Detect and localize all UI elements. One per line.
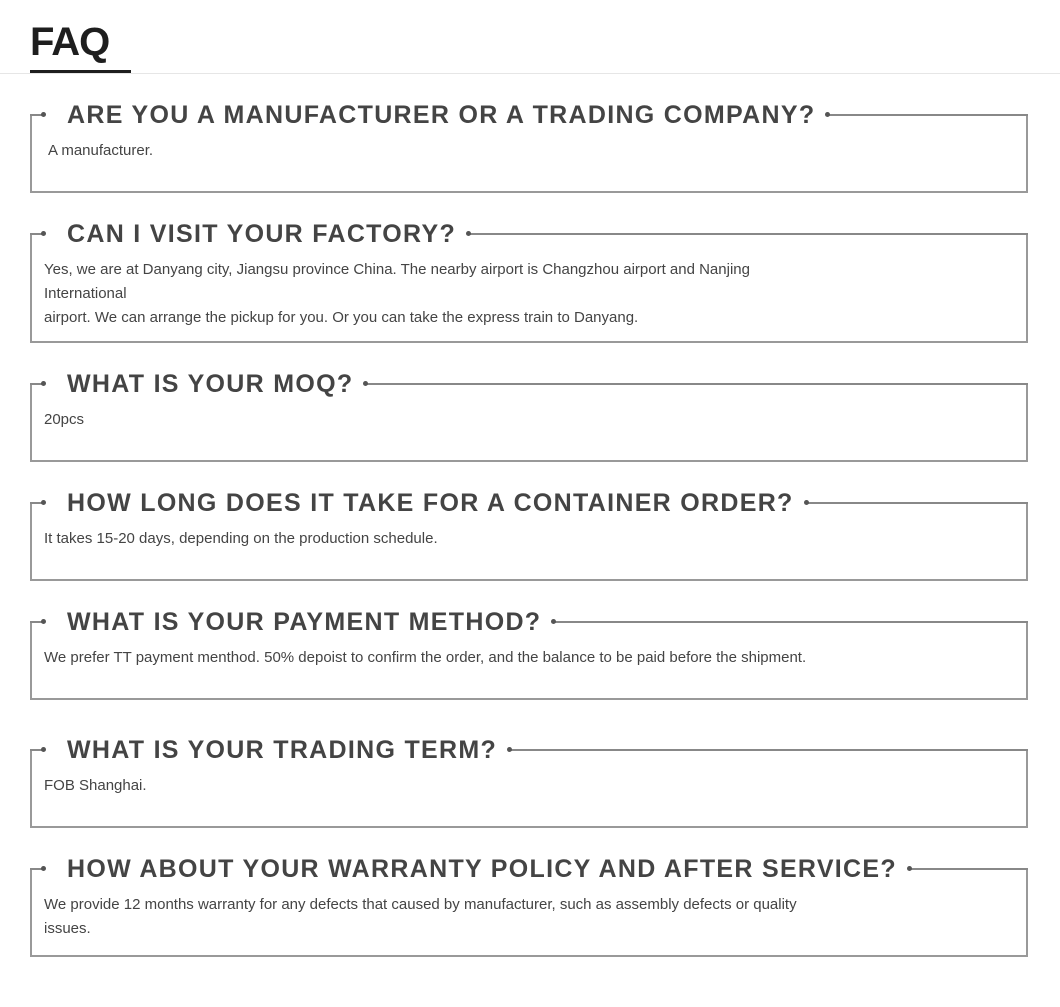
faq-answer: Yes, we are at Danyang city, Jiangsu province China. The nearby airport is Changzhou airport and Nanjing International airport. We can arrange the pickup for you. Or you can take the express train to Danyang. (44, 261, 750, 326)
bullet-dot-icon (30, 233, 44, 235)
faq-question: WHAT IS YOUR PAYMENT METHOD? (67, 607, 542, 636)
faq-answer: We provide 12 months warranty for any defects that caused by manufacturer, such as assembly defects or quality issues. (44, 896, 797, 937)
faq-item-header (30, 489, 1028, 517)
faq-item-header (30, 855, 1028, 883)
divider (806, 502, 1028, 504)
bullet-dot-icon (363, 381, 368, 386)
title-underline (30, 70, 131, 73)
bullet-dot-icon (466, 231, 471, 236)
faq-item (30, 369, 1028, 462)
divider (509, 749, 1028, 751)
faq-item-header (30, 370, 1028, 398)
faq-item (30, 219, 1028, 343)
bullet-dot-icon (30, 868, 44, 870)
page-title: FAQ (30, 20, 110, 64)
faq-header (0, 0, 1060, 74)
bullet-dot-icon (30, 114, 44, 116)
faq-answer: FOB Shanghai. (44, 777, 147, 794)
faq-item (30, 100, 1028, 193)
faq-question: CAN I VISIT YOUR FACTORY? (67, 219, 457, 248)
divider (468, 233, 1028, 235)
bullet-dot-icon (30, 749, 44, 751)
divider (365, 383, 1028, 385)
bullet-dot-icon (804, 500, 809, 505)
faq-item-header (30, 608, 1028, 636)
divider (909, 868, 1028, 870)
bullet-dot-icon (825, 112, 830, 117)
divider (553, 621, 1028, 623)
bullet-dot-icon (30, 502, 44, 504)
divider (827, 114, 1028, 116)
faq-item (30, 607, 1028, 700)
faq-item-header (30, 101, 1028, 129)
faq-answer: 20pcs (44, 411, 85, 428)
faq-item-header (30, 736, 1028, 764)
faq-question: HOW ABOUT YOUR WARRANTY POLICY AND AFTER SERVICE? (67, 854, 897, 883)
faq-answer: We prefer TT payment menthod. 50% depoist to confirm the order, and the balance to be paid before the shipment. (44, 649, 807, 666)
faq-question: HOW LONG DOES IT TAKE FOR A CONTAINER ORDER? (67, 488, 794, 517)
faq-question: WHAT IS YOUR MOQ? (67, 369, 354, 398)
bullet-dot-icon (551, 619, 556, 624)
faq-item (30, 488, 1028, 581)
faq-item (30, 854, 1028, 957)
faq-answer: A manufacturer. (48, 142, 154, 159)
bullet-dot-icon (30, 383, 44, 385)
faq-item-header (30, 220, 1028, 248)
bullet-dot-icon (507, 747, 512, 752)
bullet-dot-icon (30, 621, 44, 623)
faq-question: WHAT IS YOUR TRADING TERM? (67, 735, 498, 764)
faq-item (30, 735, 1028, 828)
faq-question: ARE YOU A MANUFACTURER OR A TRADING COMPANY? (67, 100, 816, 129)
faq-answer: It takes 15-20 days, depending on the production schedule. (44, 530, 438, 547)
bullet-dot-icon (907, 866, 912, 871)
